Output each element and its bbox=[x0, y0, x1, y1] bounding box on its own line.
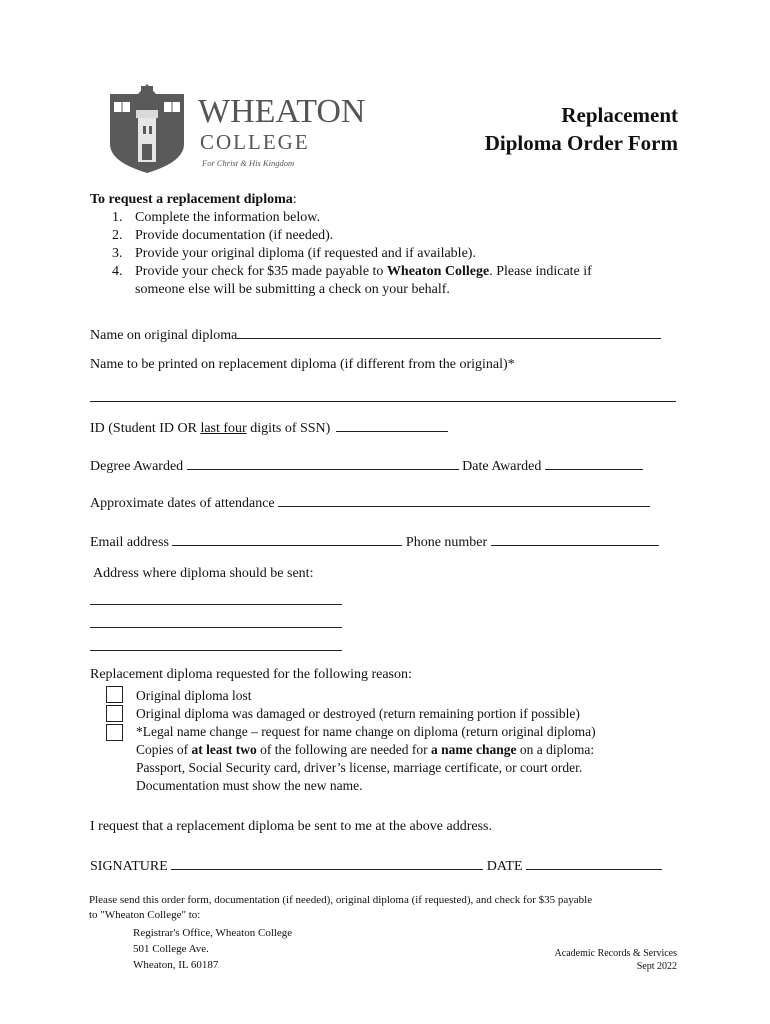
id-label: ID (Student ID OR bbox=[90, 421, 201, 436]
signature-field[interactable] bbox=[171, 856, 483, 870]
mailing-instructions-line1: Please send this order form, documentation (if needed), original diploma (if requested), and check for $35 payable bbox=[89, 894, 593, 906]
form-footer-info bbox=[555, 947, 677, 973]
name-change-requirements bbox=[136, 741, 596, 759]
signature-date-field[interactable] bbox=[526, 856, 662, 870]
signature-row bbox=[90, 856, 662, 876]
form-title-line2: Diploma Order Form bbox=[484, 131, 678, 155]
instruction-text: . Please indicate if bbox=[489, 264, 592, 279]
college-shield-icon bbox=[108, 84, 186, 174]
address-line-1[interactable] bbox=[90, 604, 342, 605]
instruction-step: 1. Complete the information below. bbox=[112, 210, 320, 225]
address-line: 501 College Ave. bbox=[133, 943, 209, 955]
attendance-label: Approximate dates of attendance bbox=[90, 496, 275, 511]
mailing-instructions-line2: to "Wheaton College" to: bbox=[89, 909, 201, 921]
logo-motto: For Christ & His Kingdom bbox=[202, 158, 295, 168]
mailing-address bbox=[133, 925, 292, 973]
instruction-text: Provide your original diploma (if requested and if available). bbox=[135, 246, 476, 261]
degree-label: Degree Awarded bbox=[90, 459, 184, 474]
reason-lost-checkbox[interactable] bbox=[106, 686, 123, 703]
signature-label: SIGNATURE bbox=[90, 859, 168, 874]
contact-row bbox=[90, 532, 659, 552]
requirements-text: Copies of bbox=[136, 742, 192, 757]
mailing-instructions bbox=[89, 893, 592, 923]
degree-row bbox=[90, 456, 643, 476]
instructions-heading: To request a replacement diploma: bbox=[90, 192, 297, 207]
id-field[interactable] bbox=[336, 418, 448, 432]
signature-date-label: DATE bbox=[486, 859, 523, 874]
form-title bbox=[485, 101, 678, 157]
id-label: digits of SSN) bbox=[246, 421, 331, 436]
form-title-line1: Replacement bbox=[561, 103, 678, 127]
instructions-list bbox=[90, 209, 690, 299]
requirements-emphasis: a name change bbox=[431, 742, 517, 757]
reason-damaged-checkbox[interactable] bbox=[106, 705, 123, 722]
phone-label: Phone number bbox=[405, 535, 488, 550]
id-label-emphasis: last four bbox=[200, 421, 247, 436]
name-original-field[interactable] bbox=[237, 325, 661, 339]
department-name: Academic Records & Services bbox=[554, 948, 677, 959]
reason-name-change-checkbox[interactable] bbox=[106, 724, 123, 741]
documentation-note: Documentation must show the new name. bbox=[136, 778, 363, 793]
date-awarded-label: Date Awarded bbox=[462, 459, 542, 474]
instructions bbox=[90, 191, 690, 299]
college-logo bbox=[108, 84, 388, 174]
email-field[interactable] bbox=[172, 532, 402, 546]
name-original-row bbox=[90, 325, 661, 345]
address-line-2[interactable] bbox=[90, 627, 342, 628]
attendance-row bbox=[90, 493, 650, 513]
instruction-step: 2. Provide documentation (if needed). bbox=[112, 228, 334, 243]
instruction-step: 3. Provide your original diploma (if requested and if available). bbox=[112, 246, 476, 261]
address-line-3[interactable] bbox=[90, 650, 342, 651]
phone-field[interactable] bbox=[491, 532, 659, 546]
address-line: Wheaton, IL 60187 bbox=[133, 959, 219, 971]
reason-name-change-label: *Legal name change – request for name change on diploma (return original diploma) bbox=[136, 724, 596, 739]
email-label: Email address bbox=[90, 535, 169, 550]
reason-lost-label: Original diploma lost bbox=[136, 688, 252, 703]
address-line: Registrar's Office, Wheaton College bbox=[133, 927, 293, 939]
name-printed-field[interactable] bbox=[90, 401, 676, 402]
requirements-text: of the following are needed for bbox=[256, 742, 432, 757]
reason-options bbox=[136, 687, 596, 795]
id-row bbox=[90, 418, 448, 438]
form-revision-date: Sept 2022 bbox=[636, 961, 677, 972]
address-label: Address where diploma should be sent: bbox=[93, 566, 314, 581]
instruction-text: someone else will be submitting a check on your behalf. bbox=[135, 282, 450, 297]
accepted-documents: Passport, Social Security card, driver’s license, marriage certificate, or court order. bbox=[136, 760, 583, 775]
instructions-heading-text: To request a replacement diploma bbox=[90, 192, 293, 207]
name-original-label: Name on original diploma bbox=[90, 328, 238, 343]
attendance-field[interactable] bbox=[278, 493, 650, 507]
instruction-text: Provide documentation (if needed). bbox=[135, 228, 334, 243]
degree-field[interactable] bbox=[187, 456, 459, 470]
date-awarded-field[interactable] bbox=[545, 456, 643, 470]
instruction-step: 4. Provide your check for $35 made payable to Wheaton College. Please indicate if someone else will be submitting a check on your behalf. bbox=[112, 264, 592, 297]
logo-name: WHEATON bbox=[198, 93, 366, 130]
request-statement: I request that a replacement diploma be sent to me at the above address. bbox=[90, 819, 492, 834]
requirements-text: on a diploma: bbox=[516, 742, 595, 757]
instruction-text: Provide your check for $35 made payable to bbox=[135, 264, 387, 279]
instruction-text: Complete the information below. bbox=[135, 210, 320, 225]
reasons-heading: Replacement diploma requested for the following reason: bbox=[90, 667, 412, 682]
logo-sub: COLLEGE bbox=[200, 130, 310, 154]
payee-name: Wheaton College bbox=[386, 264, 490, 279]
reason-damaged-label: Original diploma was damaged or destroyed (return remaining portion if possible) bbox=[136, 706, 580, 721]
name-printed-label: Name to be printed on replacement diploma (if different from the original)* bbox=[90, 357, 515, 372]
requirements-emphasis: at least two bbox=[191, 742, 257, 757]
